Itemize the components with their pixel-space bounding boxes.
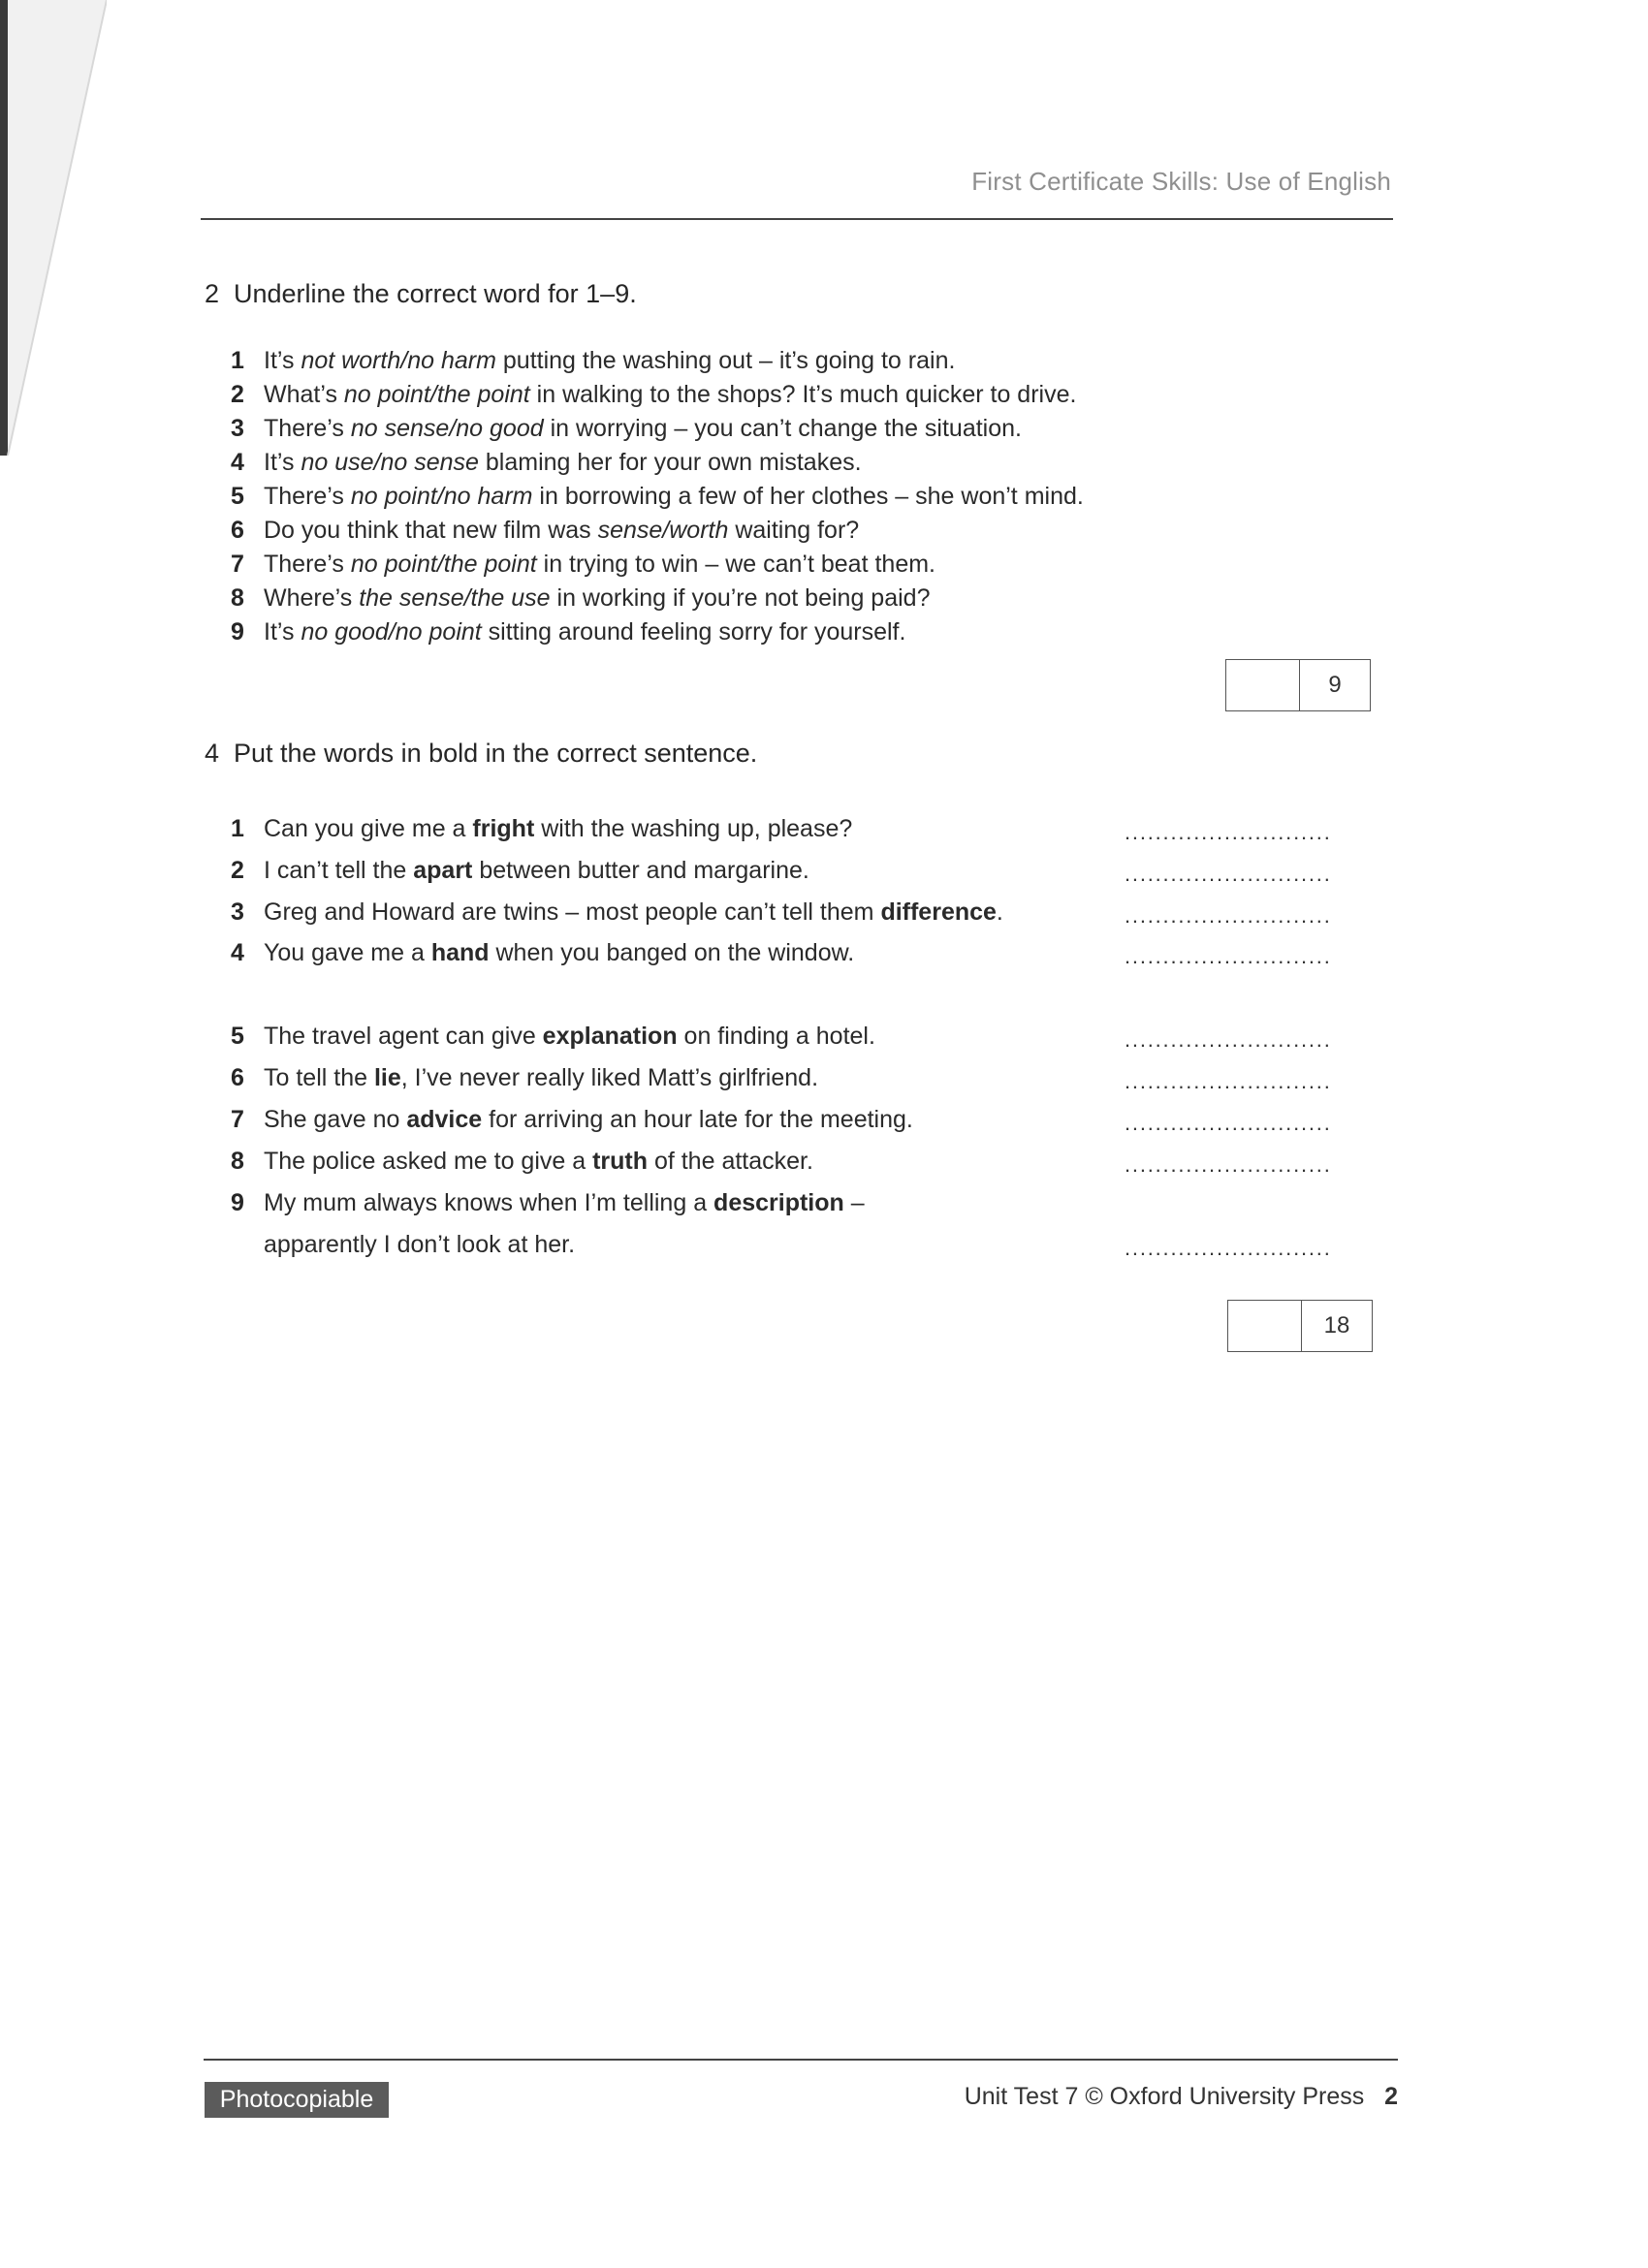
bold-word: truth — [592, 1148, 648, 1175]
header-title: First Certificate Skills: Use of English — [971, 167, 1391, 196]
item-number: 4 — [231, 939, 244, 966]
list-item — [231, 815, 852, 843]
item-text: . — [996, 898, 1003, 926]
item-text: on finding a hotel. — [677, 1023, 875, 1050]
score-input[interactable] — [1228, 1301, 1302, 1351]
item-text: of the attacker. — [648, 1148, 813, 1175]
answer-line[interactable]: ........................... — [1125, 1111, 1332, 1135]
item-text: My mum always knows when I’m telling a — [264, 1189, 714, 1216]
list-item — [231, 378, 1084, 412]
item-number: 6 — [231, 517, 244, 544]
item-number: 3 — [231, 415, 244, 442]
list-item — [231, 857, 809, 885]
list-item — [231, 344, 1084, 378]
answer-line[interactable]: ........................... — [1125, 944, 1332, 968]
score-total: 9 — [1328, 672, 1342, 698]
item-text: putting the washing out – it’s going to rain. — [495, 347, 956, 374]
item-text: with the washing up, please? — [534, 815, 853, 842]
photocopiable-badge: Photocopiable — [205, 2082, 389, 2118]
answer-line[interactable]: ........................... — [1125, 1236, 1332, 1260]
item-number: 7 — [231, 551, 244, 578]
score-box — [1225, 659, 1371, 711]
bold-word: explanation — [542, 1023, 678, 1050]
answer-line[interactable]: ........................... — [1125, 1069, 1332, 1093]
list-item — [231, 514, 1084, 548]
item-text: Can you give me a — [264, 815, 473, 842]
list-item — [231, 412, 1084, 446]
list-item — [231, 548, 1084, 582]
exercise-instruction: Underline the correct word for 1–9. — [234, 279, 637, 308]
item-text: It’s — [264, 347, 301, 374]
item-number: 5 — [231, 1023, 244, 1050]
item-text: in working if you’re not being paid? — [550, 584, 931, 612]
exercise-number: 2 — [205, 279, 220, 308]
bold-word: difference — [880, 898, 997, 926]
item-number: 4 — [231, 449, 244, 476]
footer-rule — [204, 2059, 1398, 2061]
answer-line[interactable]: ........................... — [1125, 903, 1332, 928]
word-options[interactable]: sense/worth — [597, 517, 729, 544]
header-rule — [201, 218, 1393, 220]
exercise-4-heading — [205, 739, 757, 769]
bold-word: apart — [413, 857, 473, 884]
item-text: There’s — [264, 483, 351, 510]
item-number: 9 — [231, 1189, 244, 1216]
score-box — [1227, 1300, 1373, 1352]
item-number: 6 — [231, 1064, 244, 1091]
item-number: 1 — [231, 815, 244, 842]
list-item — [231, 1023, 875, 1051]
list-item — [231, 582, 1084, 615]
item-number: 9 — [231, 618, 244, 646]
item-number: 8 — [231, 1148, 244, 1175]
item-text: , I’ve never really liked Matt’s girlfriend. — [400, 1064, 819, 1091]
item-number: 8 — [231, 584, 244, 612]
item-number: 7 — [231, 1106, 244, 1133]
exercise-number: 4 — [205, 739, 220, 768]
item-continuation: apparently I don’t look at her. — [264, 1231, 576, 1258]
item-text: She gave no — [264, 1106, 407, 1133]
item-text: It’s — [264, 449, 301, 476]
item-text: The travel agent can give — [264, 1023, 543, 1050]
word-options[interactable]: no sense/no good — [350, 415, 544, 442]
item-number: 2 — [231, 381, 244, 408]
word-options[interactable]: no use/no sense — [301, 449, 479, 476]
list-item — [231, 1106, 913, 1134]
item-number: 5 — [231, 483, 244, 510]
list-item — [231, 480, 1084, 514]
item-text: blaming her for your own mistakes. — [478, 449, 862, 476]
item-text: sitting around feeling sorry for yourself. — [481, 618, 906, 646]
exercise-instruction: Put the words in bold in the correct sentence. — [234, 739, 758, 768]
score-total: 18 — [1323, 1312, 1350, 1339]
item-text: It’s — [264, 618, 301, 646]
word-options[interactable]: no point/the point — [350, 551, 537, 578]
bold-word: fright — [472, 815, 535, 842]
answer-line[interactable]: ........................... — [1125, 820, 1332, 844]
item-number: 3 — [231, 898, 244, 926]
item-text: I can’t tell the — [264, 857, 414, 884]
answer-line[interactable]: ........................... — [1125, 1027, 1332, 1052]
item-text: To tell the — [264, 1064, 374, 1091]
word-options[interactable]: no good/no point — [301, 618, 482, 646]
footer-credits — [965, 2083, 1398, 2111]
list-item — [231, 939, 854, 967]
item-text: There’s — [264, 415, 351, 442]
item-text: Greg and Howard are twins – most people can’t tell them — [264, 898, 881, 926]
list-item — [231, 1064, 818, 1092]
footer-text: Unit Test 7 © Oxford University Press — [964, 2083, 1365, 2110]
bold-word: description — [713, 1189, 844, 1216]
list-item — [231, 898, 1003, 927]
word-options[interactable]: no point/no harm — [350, 483, 533, 510]
item-text: when you banged on the window. — [489, 939, 855, 966]
item-text: The police asked me to give a — [264, 1148, 593, 1175]
answer-line[interactable]: ........................... — [1125, 1152, 1332, 1177]
item-text: – — [843, 1189, 865, 1216]
item-number: 1 — [231, 347, 244, 374]
item-text: in worrying – you can’t change the situation. — [543, 415, 1022, 442]
item-text: You gave me a — [264, 939, 431, 966]
item-text: Do you think that new film was — [264, 517, 598, 544]
bold-word: advice — [406, 1106, 483, 1133]
bold-word: lie — [373, 1064, 401, 1091]
item-text: between butter and margarine. — [472, 857, 809, 884]
word-options[interactable]: not worth/no harm — [301, 347, 496, 374]
scan-edge-shadow — [0, 0, 107, 456]
page-number: 2 — [1384, 2083, 1398, 2110]
item-text: for arriving an hour late for the meeting. — [482, 1106, 913, 1133]
list-item — [231, 1189, 865, 1217]
item-text: What’s — [264, 381, 344, 408]
word-options[interactable]: the sense/the use — [359, 584, 551, 612]
item-text: There’s — [264, 551, 351, 578]
item-text: Where’s — [264, 584, 360, 612]
exercise-2-list — [231, 344, 1084, 649]
bold-word: hand — [430, 939, 490, 966]
item-text: in trying to win – we can’t beat them. — [536, 551, 936, 578]
list-item — [231, 1148, 813, 1176]
list-item — [231, 615, 1084, 649]
item-text: waiting for? — [728, 517, 860, 544]
word-options[interactable]: no point/the point — [343, 381, 530, 408]
item-text: in borrowing a few of her clothes – she won’t mind. — [532, 483, 1084, 510]
exercise-2-heading — [205, 279, 637, 309]
answer-line[interactable]: ........................... — [1125, 862, 1332, 886]
score-input[interactable] — [1226, 660, 1300, 710]
item-text: in walking to the shops? It’s much quicker to drive. — [529, 381, 1077, 408]
item-number: 2 — [231, 857, 244, 884]
list-item — [231, 446, 1084, 480]
